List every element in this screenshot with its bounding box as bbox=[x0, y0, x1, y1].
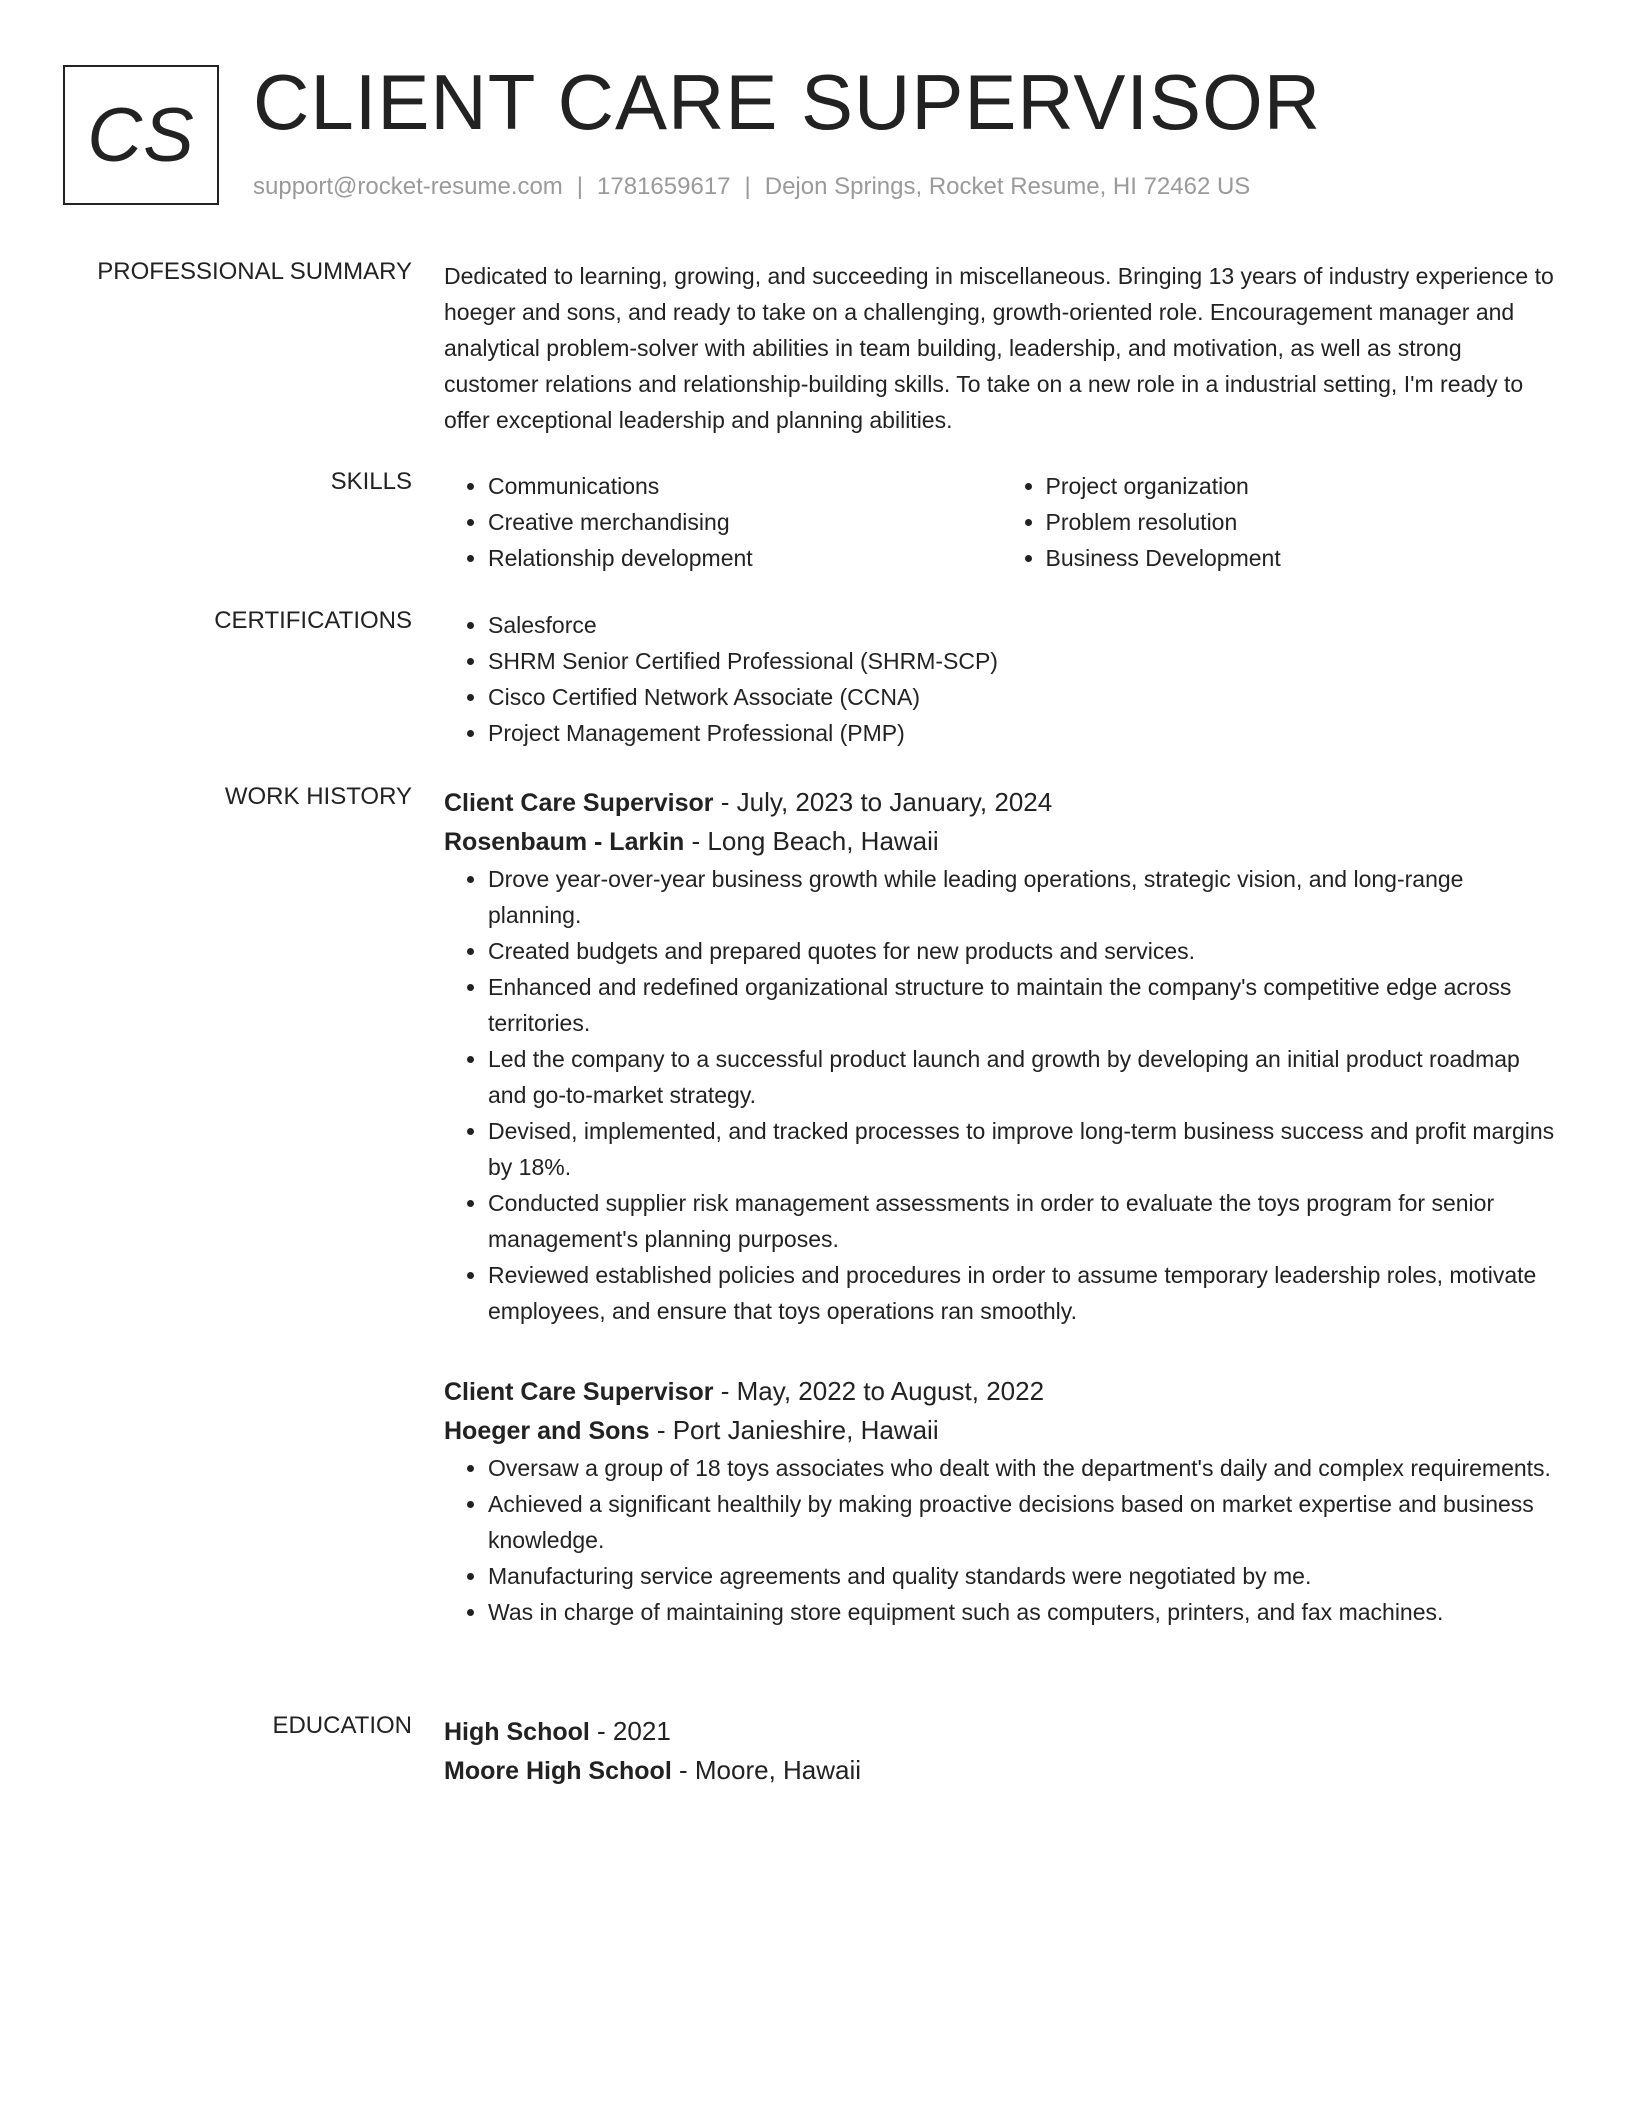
summary-text: Dedicated to learning, growing, and succeeding in miscellaneous. Bringing 13 years of industry experience to hoeger and sons, and ready to take on a challenging, growth-oriented role. Encouragement manager and analytical problem-solver with abilities in team building, leadership, and motivation, as well as strong customer relations and relationship-building skills. To take on a new role in a industrial setting, I'm ready to offer exceptional leadership and planning abilities. bbox=[444, 263, 1554, 433]
job-bullet: • Achieved a significant healthily by making proactive decisions based on market expertise and business knowledge. bbox=[488, 1486, 1559, 1558]
education-year: - 2021 bbox=[589, 1716, 671, 1746]
job-company: Rosenbaum - Larkin bbox=[444, 828, 685, 856]
address: Dejon Springs, Rocket Resume, HI 72462 US bbox=[764, 173, 1251, 200]
separator: | bbox=[576, 173, 584, 200]
job-title: Client Care Supervisor bbox=[444, 789, 714, 817]
job-bullet: • Conducted supplier risk management assessments in order to evaluate the toys program for senior management's planning purposes. bbox=[488, 1185, 1559, 1257]
certifications-list bbox=[444, 607, 1559, 751]
job-dates: - May, 2022 to August, 2022 bbox=[713, 1376, 1045, 1406]
skill-item: • Business Development bbox=[1046, 540, 1560, 576]
education-location: - Moore, Hawaii bbox=[671, 1755, 862, 1785]
job-location: - Port Janieshire, Hawaii bbox=[649, 1415, 939, 1445]
job-company: Hoeger and Sons bbox=[444, 1417, 650, 1445]
skill-item: • Problem resolution bbox=[1046, 504, 1560, 540]
certification-item: • Salesforce bbox=[488, 607, 1559, 643]
job-dates: - July, 2023 to January, 2024 bbox=[713, 787, 1053, 817]
certification-item: • SHRM Senior Certified Professional (SHRM-SCP) bbox=[488, 643, 1559, 679]
education-degree-line bbox=[444, 1712, 1559, 1751]
skills-list-left bbox=[444, 468, 1002, 576]
email[interactable]: support@rocket-resume.com bbox=[253, 173, 563, 200]
section-label-skills: SKILLS bbox=[330, 468, 412, 495]
job-bullet: • Was in charge of maintaining store equipment such as computers, printers, and fax machines. bbox=[488, 1594, 1559, 1630]
certification-item: • Project Management Professional (PMP) bbox=[488, 715, 1559, 751]
section-label-education: EDUCATION bbox=[272, 1712, 412, 1739]
skill-item: • Project organization bbox=[1046, 468, 1560, 504]
job-bullets bbox=[444, 861, 1559, 1329]
job-bullet: • Drove year-over-year business growth while leading operations, strategic vision, and long-range planning. bbox=[488, 861, 1559, 933]
job-title: Client Care Supervisor bbox=[444, 1378, 714, 1406]
summary-body bbox=[444, 258, 1559, 438]
resume-header bbox=[63, 58, 1563, 210]
skill-item: • Communications bbox=[488, 468, 1002, 504]
job-company-line bbox=[444, 1411, 1559, 1450]
section-label-work-history: WORK HISTORY bbox=[224, 783, 412, 810]
education-body bbox=[444, 1712, 1559, 1790]
work-history-body bbox=[444, 1372, 1559, 1630]
monogram-logo: CS bbox=[63, 65, 219, 205]
contact-line bbox=[253, 173, 1250, 201]
separator: | bbox=[744, 173, 751, 200]
job-title-line bbox=[444, 1372, 1559, 1411]
skill-item: • Creative merchandising bbox=[488, 504, 1002, 540]
work-history-body bbox=[444, 783, 1559, 1329]
skills-grid bbox=[444, 468, 1559, 576]
job-title-line bbox=[444, 783, 1559, 822]
education-degree: High School bbox=[444, 1718, 590, 1746]
job-bullet: • Devised, implemented, and tracked processes to improve long-term business success and profit margins by 18%. bbox=[488, 1113, 1559, 1185]
certifications-body bbox=[444, 607, 1559, 751]
job-company-line bbox=[444, 822, 1559, 861]
skills-body bbox=[444, 468, 1559, 576]
phone[interactable]: 1781659617 bbox=[597, 173, 731, 200]
section-label-certifications: CERTIFICATIONS bbox=[214, 607, 412, 634]
education-school-line bbox=[444, 1751, 1559, 1790]
job-bullet: • Oversaw a group of 18 toys associates who dealt with the department's daily and complex requirements. bbox=[488, 1450, 1559, 1486]
job-bullet: • Created budgets and prepared quotes for new products and services. bbox=[488, 933, 1559, 969]
job-bullet: • Manufacturing service agreements and quality standards were negotiated by me. bbox=[488, 1558, 1559, 1594]
section-label-summary: PROFESSIONAL SUMMARY bbox=[97, 258, 412, 285]
skills-list-right bbox=[1002, 468, 1560, 576]
job-bullet: • Reviewed established policies and procedures in order to assume temporary leadership roles, motivate employees, and ensure that toys operations ran smoothly. bbox=[488, 1257, 1559, 1329]
job-location: - Long Beach, Hawaii bbox=[684, 826, 939, 856]
certification-item: • Cisco Certified Network Associate (CCNA) bbox=[488, 679, 1559, 715]
job-entry bbox=[444, 783, 1559, 1329]
job-bullet: • Enhanced and redefined organizational structure to maintain the company's competitive edge across territories. bbox=[488, 969, 1559, 1041]
education-school: Moore High School bbox=[444, 1757, 672, 1785]
job-entry bbox=[444, 1372, 1559, 1630]
job-bullets bbox=[444, 1450, 1559, 1630]
candidate-name: CLIENT CARE SUPERVISOR bbox=[253, 58, 1322, 146]
job-bullet: • Led the company to a successful product launch and growth by developing an initial product roadmap and go-to-market strategy. bbox=[488, 1041, 1559, 1113]
skill-item: • Relationship development bbox=[488, 540, 1002, 576]
